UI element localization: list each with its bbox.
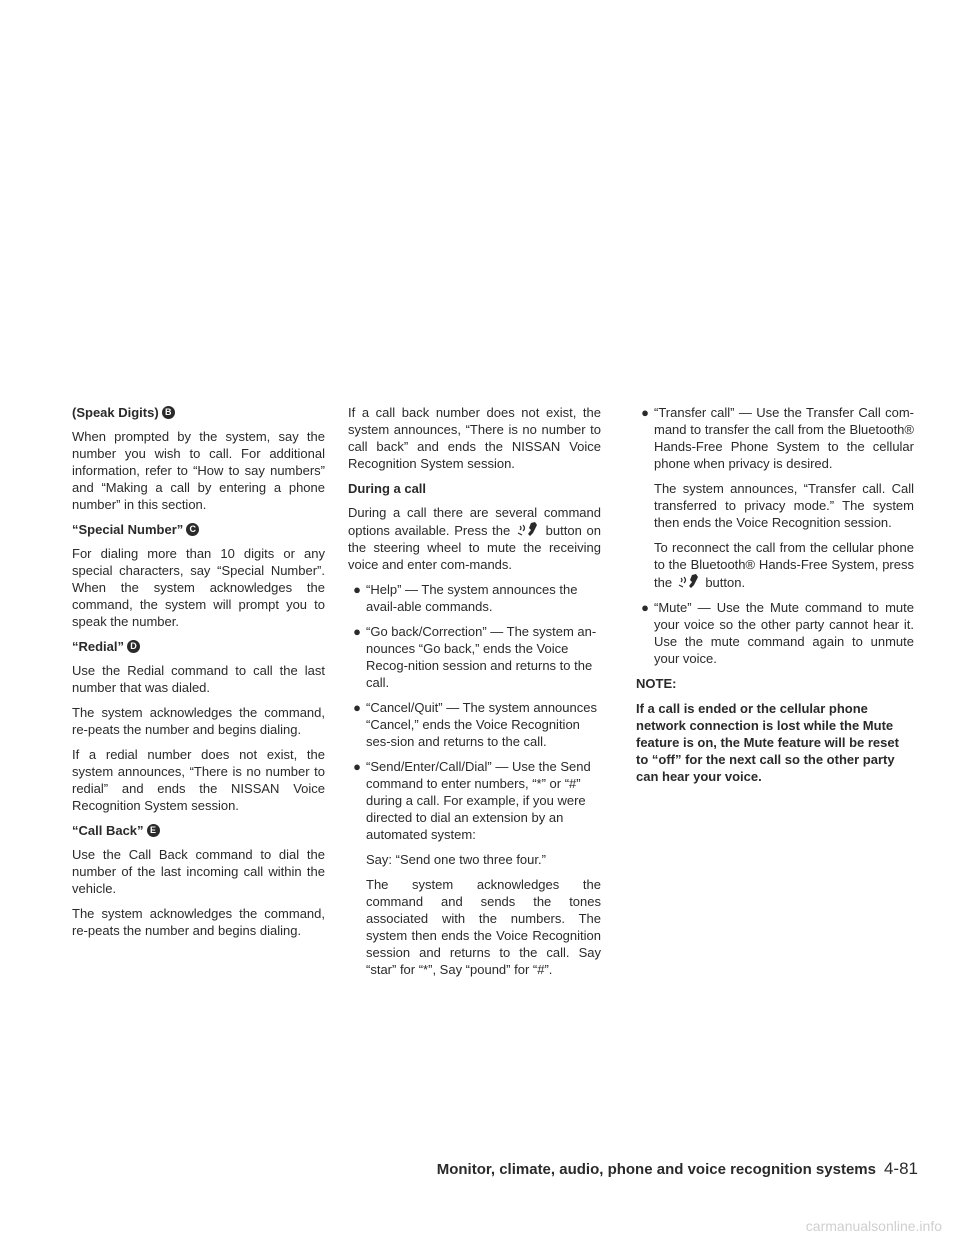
during-call-body: During a call there are several command options available. Press the button on the steering wheel to mute the receiving voice and enter com-mands. <box>348 505 601 572</box>
heading-special-number: “Special Number” C <box>72 521 325 538</box>
transfer-reconnect: To reconnect the call from the cellular phone to the Bluetooth® Hands-Free System, press the button. <box>654 540 914 590</box>
list-item-transfer-call: ● “Transfer call” — Use the Transfer Call com-mand to transfer the call from the Bluetooth® Hands-Free Phone System to the cellular phone when privacy is desired. <box>636 404 914 472</box>
list-item-go-back: ● “Go back/Correction” — The system an-nounces “Go back,” ends the Voice Recog-nition session and returns to the call. <box>348 623 601 691</box>
phone-talk-icon <box>517 521 539 537</box>
callout-b-badge: B <box>162 406 175 419</box>
phone-talk-icon <box>678 573 700 589</box>
heading-speak-digits: (Speak Digits) B <box>72 404 325 421</box>
redial-body-2: The system acknowledges the command, re-peats the number and begins dialing. <box>72 705 325 737</box>
call-back-missing-body: If a call back number does not exist, the system announces, “There is no number to call back” and ends the NISSAN Voice Recognition System session. <box>348 405 601 471</box>
note-heading: NOTE: <box>636 676 677 691</box>
transfer-announce: The system announces, “Transfer call. Call transferred to privacy mode.” The system then ends the Voice Recognition session. <box>654 481 914 530</box>
column-2 <box>348 404 601 986</box>
send-acknowledge: The system acknowledges the command and sends the tones associated with the numbers. The system then ends the Voice Recognition session and returns to the call. Say “star” for “*”, Say “pound” for “#”. <box>366 877 601 977</box>
list-item-send: ● “Send/Enter/Call/Dial” — Use the Send command to enter numbers, “*” or “#” during a call. For example, if you were directed to dial an extension by an automated system: <box>348 758 601 843</box>
redial-body-3: If a redial number does not exist, the system announces, “There is no number to redial” and ends the NISSAN Voice Recognition System session. <box>72 747 325 813</box>
speak-digits-body: When prompted by the system, say the number you wish to call. For additional information, refer to “How to say numbers” and “Making a call by entering a phone number” in this section. <box>72 429 325 512</box>
bullet-icon: ● <box>641 600 649 615</box>
callout-c-badge: C <box>186 523 199 536</box>
watermark: carmanualsonline.info <box>805 1218 942 1234</box>
bullet-icon: ● <box>641 405 649 420</box>
bullet-icon: ● <box>353 759 361 774</box>
callout-e-badge: E <box>147 824 160 837</box>
bullet-icon: ● <box>353 624 361 639</box>
list-item-help: ● “Help” — The system announces the avail-able commands. <box>348 581 601 615</box>
note-body: If a call is ended or the cellular phone network connection is lost while the Mute feature is on, the Mute feature will be reset to “off” for the next call so the other party can hear your voice. <box>636 701 899 784</box>
heading-during-a-call: During a call <box>348 481 427 496</box>
call-back-body-1: Use the Call Back command to dial the number of the last incoming call within the vehicle. <box>72 847 325 896</box>
heading-redial: “Redial” D <box>72 638 325 655</box>
call-back-body-2: The system acknowledges the command, re-peats the number and begins dialing. <box>72 906 325 938</box>
list-item-mute: ● “Mute” — Use the Mute command to mute your voice so the other party cannot hear it. Use the mute command again to unmute your voice. <box>636 599 914 667</box>
heading-call-back: “Call Back” E <box>72 822 325 839</box>
list-item-cancel: ● “Cancel/Quit” — The system announces “Cancel,” ends the Voice Recognition ses-sion and returns to the call. <box>348 699 601 750</box>
column-1 <box>72 404 325 947</box>
callout-d-badge: D <box>127 640 140 653</box>
special-number-body: For dialing more than 10 digits or any special characters, say “Special Number”. When the system acknowledges the command, the system will prompt you to speak the number. <box>72 546 325 629</box>
footer-section-title: Monitor, climate, audio, phone and voice recognition systems <box>436 1161 876 1178</box>
column-3 <box>636 404 914 793</box>
bullet-icon: ● <box>353 582 361 597</box>
bullet-icon: ● <box>353 700 361 715</box>
page-number: 4-81 <box>883 1159 918 1178</box>
send-example: Say: “Send one two three four.” <box>366 852 546 867</box>
redial-body-1: Use the Redial command to call the last number that was dialed. <box>72 663 325 695</box>
page-footer <box>437 1160 918 1178</box>
